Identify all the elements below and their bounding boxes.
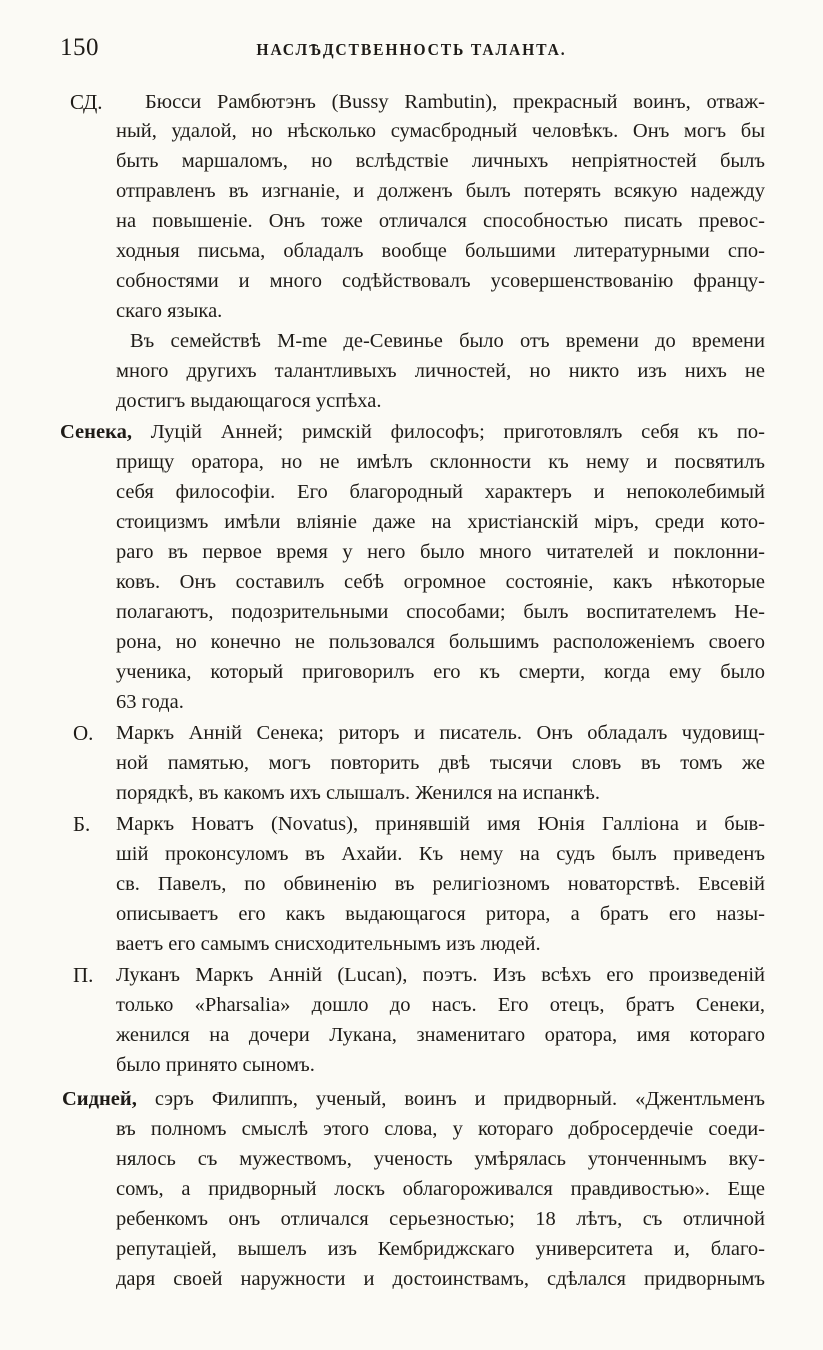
entry-lead-text: Луцій Анней; римскій философъ; приготовлялъ себя къ по- [150,421,765,443]
text-line: Маркъ Новатъ (Novatus), принявшій имя Юнія Галліона и быв- [116,813,765,835]
text-line: описываетъ его какъ выдающагося ритора, а братъ его назы- [116,903,765,925]
text-line: шій проконсуломъ въ Ахайи. Къ нему на судъ былъ приведенъ [116,843,765,865]
text-line: прищу оратора, но не имѣлъ склонности къ нему и посвятилъ [116,451,765,473]
text-line: ный, удалой, но нѣсколько сумасбродный человѣкъ. Онъ могъ бы [116,120,765,142]
text-line: женился на дочери Лукана, знаменитаго оратора, имя котораго [116,1024,765,1046]
text-line: рона, но конечно не пользовался большимъ расположеніемъ своего [116,631,765,653]
text-line: нялось съ мужествомъ, ученость умѣрялась утонченнымъ вку- [116,1148,765,1170]
text-line: только «Pharsalia» дошло до насъ. Его отецъ, братъ Сенеки, [116,994,765,1016]
text-line: ученика, который приговорилъ его къ смерти, когда ему было [116,661,765,683]
entry-first-line [62,1085,765,1113]
text-line: себя философіи. Его благородный характеръ и непоколебимый [116,481,765,503]
text-line: отправленъ въ изгнаніе, и долженъ былъ потерять всякую надежду [116,180,765,202]
entry-marker: О. [73,721,94,745]
entry-marker: П. [73,963,94,987]
text-line: ваетъ его самымъ снисходительнымъ изъ людей. [116,933,541,955]
text-line: было принято сыномъ. [116,1054,315,1076]
text-line: полагаютъ, подозрительными способами; былъ воспитателемъ Не- [116,601,765,623]
text-line: на повышеніе. Онъ тоже отличался способностью писать превос- [116,210,765,232]
text-line: Маркъ Анній Сенека; риторъ и писатель. Онъ обладалъ чудовищ- [116,722,765,744]
running-title: НАСЛѢДСТВЕННОСТЬ ТАЛАНТА. [256,40,567,59]
text-line: 63 года. [116,691,184,713]
text-line: Въ семействѣ M-me де-Севиньe было отъ времени до времени [130,330,765,352]
text-line: стоицизмъ имѣли вліяніе даже на христіанскій міръ, среди кото- [116,511,765,533]
text-line: въ полномъ смыслѣ этого слова, у котораго добросердечіе соеди- [116,1118,765,1140]
entry-lead-text: сэръ Филиппъ, ученый, воинъ и придворный. «Джентльменъ [154,1088,766,1110]
text-line: достигъ выдающагося успѣха. [116,390,382,412]
entry-headword: Сидней, [62,1088,137,1110]
text-line: Бюсси Рамбютэнъ (Bussy Rambutin), прекрасный воинъ, отваж- [145,91,765,113]
text-line: св. Павелъ, по обвиненію въ религіозномъ новаторствѣ. Евсевій [116,873,765,895]
entry-marker: Б. [73,812,91,836]
text-line: ной памятью, могъ повторить двѣ тысячи словъ въ томъ же [116,752,765,774]
page-header [60,34,763,68]
text-line: скаго языка. [116,300,223,322]
page-number: 150 [60,34,99,61]
text-line: Луканъ Маркъ Анній (Lucan), поэтъ. Изъ всѣхъ его произведеній [116,964,765,986]
text-line: ходныя письма, обладалъ вообще большими литературными спо- [116,240,765,262]
entry-marker: СД. [70,90,103,114]
text-line: порядкѣ, въ какомъ ихъ слышалъ. Женился на испанкѣ. [116,782,600,804]
text-line: ковъ. Онъ составилъ себѣ огромное состояніе, какъ нѣкоторые [116,571,765,593]
text-line: ребенкомъ онъ отличался серьезностью; 18 лѣтъ, съ отличной [116,1208,765,1230]
text-line: даря своей наружности и достоинствамъ, сдѣлался придворнымъ [116,1268,765,1290]
entry-first-line [60,418,765,446]
text-line: много другихъ талантливыхъ личностей, но никто изъ нихъ не [116,360,765,382]
text-line: репутаціей, вышелъ изъ Кембриджскаго университета и, благо- [116,1238,765,1260]
text-line: собностями и много содѣйствовалъ усовершенствованію францу- [116,270,765,292]
text-line: быть маршаломъ, но вслѣдствіе личныхъ непріятностей былъ [116,150,765,172]
text-line: сомъ, а придворный лоскъ облагороживался правдивостью». Еще [116,1178,765,1200]
entry-headword: Сенека, [60,421,132,443]
text-line: раго въ первое время у него было много читателей и поклонни- [116,541,765,563]
